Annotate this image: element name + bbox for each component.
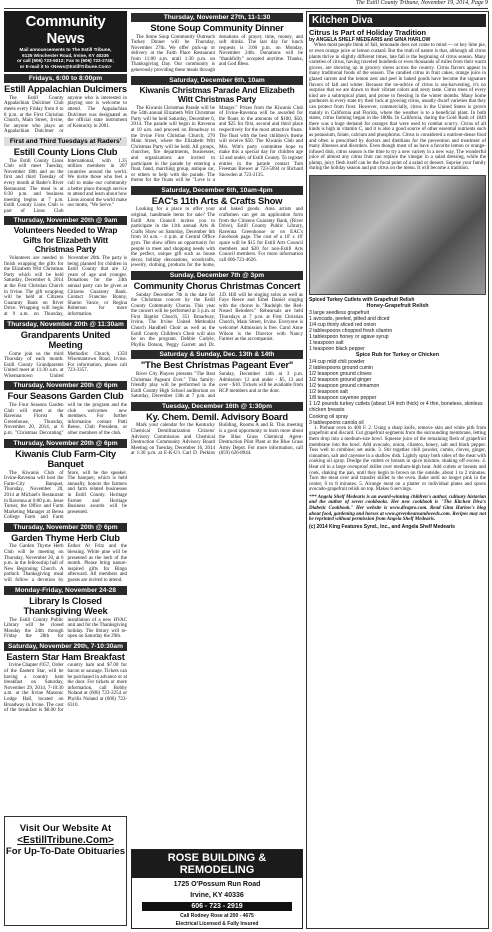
event-text — [4, 403, 127, 437]
event-text — [131, 106, 303, 184]
steps-text: 1. Preheat oven to 400 F. 2. Using a sharp knife, remove skin and white pith from grapefruit and discard. Cut grapefruit segments from the surrounding membrane, letting them drop into a medium-size bowl. Squeeze juice of the remaining flesh of grapefruit membrane into the bowl. Add avocado, onion, cilantro, honey, salt and black pepper. Toss well to combine; set aside. 3. Stir together chili powder, cumin, cloves, ginger, cinnamon, salt and cayenne in a shallow dish. Lightly spray both sides of the meat with cooking oil spray. Dredge the cutlets or breasts in spice mixture, shaking off excess. 4. Heat oil in a large ovenproof skillet over medium-high heat. Add cutlets or breasts and cook, shaking the pan, until they begin to brown on the outside, about 1 to 2 minutes. Turn the meat over and transfer skillet to the oven. Bake until no longer pink in the center, 6 to 8 minutes. 5. Arrange meat on a platter or individual plates and spoon avocado-grapefruit relish on top. Makes 6 servings. — [309, 425, 486, 493]
ingredient: 1/2 teaspoon ground cloves — [309, 370, 372, 377]
event-title: Library Is Closed Thanksgiving Week — [23, 594, 108, 617]
ingredient-list — [309, 359, 486, 426]
event-paragraph: Irvine Chapter #357, Order of the Eastern Star, will be having a country ham breakfast on Saturday, November 29, 2014, 7-10:30 a.m. at the Irvine Masonic Lodge Hall, located on Broadway in Irvine. The cost of the breakfast is $8.00 for country ham and $7.00 for bacon or sausage. Tickets can be purchased in advance or at the door. For tickets or more information, call Bobby Noland at (606) 723-2254 or Phyllis Noland at (606) 723-6310. — [4, 663, 127, 714]
event-text — [4, 159, 127, 215]
masthead-line: 6135 Winchester Road, Irvine, KY 40336 — [22, 52, 109, 58]
event-paragraph: Come join us the third Thursday of each month. Estill County Grandparents United meet at 11:30 a.m. at Wisemantown United Methodist Church, 1350 Wisemantown Road, Irvine. For information, please call 723-3357. — [4, 351, 127, 379]
masthead — [4, 11, 127, 72]
event-paragraph: Mark your calendar for the Kentucky Chemical Demilitarization Citizens' Advisory Commission and Chemical Destruction Community Advisory Board Meeting on Tuesday, December 16, 2014 at 1:30 p.m. at E-K-U's Carl D. Perkins Building, Rooms A and B. This meeting is a good opportunity to learn more about the Blue Grass Chemical Agent-Destruction Pilot Plant at the Blue Grass Army Depot. For more information, call (859) 626-8944. — [131, 423, 303, 457]
recipe-steps — [309, 426, 486, 493]
event-title: "The Best Christmas Pageant Ever" — [140, 359, 294, 371]
ingredient: 1 teaspoon salt — [309, 340, 344, 347]
ingredient: Cooking oil spray — [309, 413, 349, 420]
event-paragraph: The Stone Soup Community Outreach Turkey Dinner will be Thursday, November 27th. We offer pick-up or delivery at the Faith Place Restaurant from 11:00 a.m. until 1:30 p.m. on Thanksgiving Day. Our community is generously providing these meals through donations of prayer, time, money, and soft drinks. The last day for lunch requests is 3:00 p.m. on Monday, November 24th. Donations will be "thankfully" accepted anytime. Thanks, and God Bless. — [131, 34, 303, 74]
date-bar: Thursday, November 27th, 11-1:30 — [131, 13, 303, 22]
masthead-line: or E-mail it to <News@EstillTribune.Com> — [19, 63, 112, 69]
date-bar: Thursday, November 20th @ 9am — [4, 216, 127, 225]
ad-line: For Up-To-Date Obituaries — [5, 846, 126, 857]
ingredient: 1/8 teaspoon cayenne pepper — [309, 395, 377, 402]
date-bar: Monday-Friday, November 24-28 — [4, 586, 127, 595]
event-text — [131, 293, 303, 349]
date-bar: Tuesday, December 16th @ 1:30pm — [131, 402, 303, 411]
date-bar: Saturday & Sunday, Dec. 13th & 14th — [131, 350, 303, 359]
photo-caption: Spiced Turkey Cutlets with Grapefruit Relish — [309, 297, 415, 304]
announcement-list — [4, 74, 127, 713]
event-title: Ky. Chem. Demil. Advisory Board — [146, 410, 288, 422]
date-bar: Thursday, November 20th @ 6pm — [4, 439, 127, 448]
event-title: Estill Appalachian Dulcimers — [4, 83, 127, 95]
date-bar: Thursday, November 20th @ 6pm — [4, 381, 127, 390]
date-bar: Saturday, November 29th, 7-10:30am — [4, 642, 127, 651]
ingredient: 1 teaspoon black pepper — [309, 346, 365, 353]
event-paragraph: The Kiwanis Christmas Parade will be the 54th annual Elizabeth Witt Christmas Party will be held Saturday, December 6, 2014. The parade will begin in Ravenna at 10 a.m. and proceed on Broadway to the Irvine First Christian Church, 270 Main Street, where the Elizabeth Witt Christmas Party will be held. All groups, churches, fire departments, businesses, and organizations are invited to participate in the parade by entering a float, band, marching group, antique car, or others to help with the parade. The theme for the floats will be "Love is a Manger." Prizes from the Kiwanis Club of Irvine-Ravenna will be awarded for the floats in the amounts of $100, $50, and $25 for first, second and third place respectively for the most attractive floats. The float with the best children's theme will receive $50. The Kiwanis Club and Mrs. Witt's party committee hope to make this a special day for children age 12 and under, of Estill County. To register entries in the parade contact Tom Freeman Brewer at 723-5694 or Richard Snowden at 723-2135. — [131, 105, 303, 184]
date-bar: Fridays, 6:00 to 8:00pm — [4, 74, 127, 83]
recipe-photo — [309, 175, 486, 295]
event-paragraph: The Garden Thyme Herb Club will be meeting on Thursday, November 20, at 6 p.m. in the fellowship hall of New Beginning Church. A potluck Thanksgiving meal will follow a devotion by Esther Al Fritz and the blessing. White pine will be presented as the herb of the month. Please bring nature-inspired gifts for Bingo afterward. All members and guests are invited to attend. — [4, 544, 127, 583]
ad-url[interactable]: <EstillTribune.Com> — [17, 834, 114, 846]
event-title: Garden Thyme Herb Club — [11, 531, 120, 543]
column-title: Kitchen Diva — [309, 14, 486, 27]
event-title: EAC's 11th Arts & Crafts Show — [151, 194, 283, 206]
ingredient: 1/4 cup mild chili powder — [309, 358, 365, 365]
article-body — [309, 43, 486, 172]
date-bar: Saturday, December 6th, 10am-4pm — [131, 186, 303, 195]
event-paragraph: Volunteers are needed to finish wrapping the gifts for the Elizabeth Witt Christmas Party which will be held Saturday, December 6, 2014 at the First Christian Church in Irvine. The gift wrapping will be held at Citizens Guaranty Bank on River Drive. Wrapping will begin at 9 a.m. on Thursday, November 20th. The party is being planned for children in Estill County that are 12 years of age and younger. Donations for the 24th annual party can be given at Citizens Guaranty Bank. Contact Francine Bonny, Sharon Vance, or Regina Roberson for more information. — [4, 255, 127, 317]
date-bar: Thursday, November 20th @ 11:30am — [4, 320, 127, 329]
event-title: Volunteers Needed to Wrap Gifts for Elizabeth Witt Christmas Party — [13, 225, 118, 255]
event-paragraph: The Kiwanis Club of Irvine-Ravenna will host the Farm-City Banquet, Thursday, November 20, 2014 at Michael's Restaurant in Ravenna at 6:00 p.m. Jesse Turner, the Office and Farm Marketing Manager at Berea College Farm and Farm Store, will be the speaker. The banquet, which is held annually, honors the farmers and farm related businesses in Estill County. Heritage Farmer and Heritage Business awards will be presented. — [4, 470, 127, 521]
event-title: Kiwanis Christmas Parade And Elizabeth Witt Christmas Party — [139, 84, 295, 105]
event-title: Stone Soup Community Dinner — [150, 22, 284, 33]
copyright: (c) 2014 King Features Synd., Inc., and Angela Shelf Medearis — [309, 523, 455, 530]
ad-line: Visit Our Website At — [19, 823, 112, 834]
event-text — [4, 663, 127, 713]
date-bar: First and Third Tuesdays at Raders' — [4, 137, 127, 146]
event-title: Kiwanis Club Farm-City Banquet — [15, 447, 116, 470]
event-paragraph: The Four Seasons Garden Club will meet at the Ravenna Florist & Greenhouse, Thursday, November 20, 2014, at 6 p.m. "Christmas Decorating" will be the program and the club welcomes new members. For further information contact Patti Reese, Club President, or other members of the club. — [4, 402, 127, 436]
event-paragraph: The Estill County Lions Club will meet Tuesday, November 18th and on the first and third Tuesday of every month at Rader's River Restaurant. The meal is at 6:30 p.m. and business meeting begins at 7 p.m. Estill County Lions Club is part of Lions Club International, with 1.35 million members in 207 countries around the world. We invite those who feel a call to make our community a better place through service to attend and learn about how Lions around the world make our motto, "We Serve." — [4, 158, 127, 214]
masthead-title: Community News — [25, 13, 106, 47]
event-paragraph: River City Players presents "The Best Christmas Pageant Ever." This family-friendly play will be performed in the Estill County High School auditorium on Saturday, December 13th at 7 p.m. and Sunday, December 14th at 3 p.m. Admission: 12 and under - $5, 13 and over - $10. Tickets will be available from RCP members and at the door. — [131, 371, 303, 400]
event-title: Estill County Lions Club — [13, 146, 118, 158]
event-paragraph: The Estill County Appalachian Dulcimer Club meets every Friday from 6 to 8 p.m. at the First Christian Church, Main Street, Irvine, for anyone who plays an Appalachian Dulcimer or anyone who is interested in playing one is welcome to attend. The Appalachian Dulcimer was designated as the official state instrument of Kentucky in 2001. — [4, 95, 127, 135]
rose-building-ad — [131, 849, 303, 929]
date-bar: Thursday, November 20th @ 6pm — [4, 523, 127, 532]
masthead-line: Mail announcements to The Estill Tribune, — [19, 47, 112, 52]
ad-city: Irvine, KY 40336 — [190, 892, 244, 899]
event-title: Eastern Star Ham Breakfast — [6, 650, 125, 662]
page-header: The Estill County Tribune, November 19, 2014, Page 9 — [4, 0, 488, 9]
ad-title: ROSE BUILDING & REMODELING — [132, 850, 302, 878]
event-text — [4, 471, 127, 521]
ingredient: 1 tablespoon honey or agave syrup — [309, 333, 389, 340]
ad-cell: Call Rodney Rose at 200 - 4675 — [180, 913, 254, 919]
ingredient: 1/2 teaspoon salt — [309, 389, 348, 396]
event-text — [4, 256, 127, 318]
recipe-title: Honey-Grapefruit Relish — [366, 303, 429, 310]
author-note: *** Angela Shelf Medearis is an award-winning children's author, culinary historian and the author of seven cookbooks. Her new cookbook is "The Kitchen Diva's Diabetic Cookbook." Her website is www.divapro.com. Read Gina Harlow's blog about food, gardening and horses at www.greenbeansandweeds.com. Recipes may not be reprinted without permission from Angela Shelf Medearis. — [309, 494, 486, 523]
ad-footer: Electrical Licensed & Fully Insured — [175, 921, 259, 927]
column-1 — [4, 11, 127, 929]
date-bar: Sunday, December 7th @ 3pm — [131, 271, 303, 280]
article-text: When most people think of fall, lemonade does not come to mind — or key lime pie, or even orange juice or lemon custard. But the truth of nature is that, although all citrus plants thrive in slightly different times, late fall is the beginning of citrus season. Many varieties of citrus, having traveled hundreds or even thousands of miles from their warm groves, are showing up in grocery stores across the country. Citrus flavors appear in many traditional foods of the season. The candied citrus in fruit cakes, orange juice in glazed carrots and the lemon zest and peel in baked goods have become the signature flavors of fall and winter. Because the no-advice of citrus is sea-harvesting, it's no surprise that we are drawn to their vibrant colors and zesty taste. Citrus trees of every kind are a subtropical plant, and prone to freezing in the winter months. Many home gardeners in every state try their luck at growing citrus, usually dwarf varieties that they can protect from frost. However, commercially, citrus in the United States is grown mainly in California and Florida, where the weather is to a beneficial plant. In both states, citrus farming began in the 1800s. In California, during the Gold Rush of 1849 there was a huge demand for oranges that were used to combat scurvy. Citrus of all kinds is high in vitamin C, and it is also a good source of other essential nutrients such as potassium, folate, calcium and phosphorus. Citrus is considered a nutrient-dense food and often is prescribed by doctors and dietitians for the prevention and treatment of many illnesses and disorders. Even though most of us have a favorite lemon or orange-infused dish, citrus season is the time to try a new variety in a new way. The wonderful juice of almost any citrus fruit can replace the vinegar in a salad dressing, while the plump, juicy flesh itself can be the focal point of a salad or dessert. Suprise your family during the holiday season and put citrus on the menu. It will become a tradition. — [309, 43, 486, 172]
ingredient-list — [309, 310, 486, 353]
event-text — [4, 544, 127, 583]
event-text — [131, 207, 303, 269]
article-headline: Citrus Is Part of Holiday Tradition — [309, 28, 427, 37]
column-2 — [131, 11, 303, 929]
ingredient: 1 1/2 pounds turkey cutlets (about 1/4 inch thick) or 4 thin, boneless, skinless chicken breasts — [309, 401, 483, 414]
ad-phone: 606 - 723 - 2919 — [142, 902, 292, 911]
event-paragraph: The Estill County Public Library will be closed Monday the 24th through Friday the 28th for installation of a new HVAC unit and for the Thanksgiving holiday. The library will re-open on Saturday the 29th. — [4, 617, 127, 640]
event-title: Grandparents United Meeting — [20, 328, 111, 350]
ingredient: 2 tablespoons ground cumin — [309, 364, 373, 371]
event-text — [131, 35, 303, 74]
ingredient: 2 tablespoons chopped fresh cilantro — [309, 327, 393, 334]
article-byline: by ANGELA SHELF MEDEARIS and GINA HARLOW — [309, 37, 431, 44]
ad-address: 1725 O'Possum Run Road — [173, 881, 261, 888]
event-title: Four Seasons Garden Club — [7, 390, 124, 402]
event-text — [4, 618, 127, 640]
date-bar: Saturday, December 6th, 10am — [131, 76, 303, 85]
ingredient: 1/4 cup thinly sliced red onion — [309, 321, 377, 328]
event-title: Community Chorus Christmas Concert — [133, 280, 301, 291]
ingredient: 3 tablespoons canola oil — [309, 419, 364, 426]
recipe-subtitle: Spice Rub for Turkey or Chicken — [355, 352, 440, 359]
event-text — [131, 423, 303, 457]
ingredient: 1/2 teaspoon ground ginger — [309, 377, 372, 383]
event-text — [131, 372, 303, 400]
ingredient: 1/2 teaspoon ground cinnamon — [309, 383, 380, 390]
ingredient: 1 avocado, peeled, pitted and diced — [309, 315, 390, 322]
event-paragraph: Looking for a place to offer your original, handmade items for sale? The Estill Arts Council invites you to participate in the 11th annual Arts & Crafts Show on Saturday, December 6th from 10 a.m. - 4 p.m. at Central Office gym. The show offers an opportunity for people to meet and shopping needs with the perfect, unique gift such as house decor, holiday decorations, woodcrafts, jewelry, clothing, products for the home, and baked goods. Area artists and craftsmen can get an application form from the Citizens Guaranty Bank, (River Drive), Estill County Public Library, Ravenna Greenhouse or on EAC's Facebook page. The cost of a 10' x 10' space will be $15 for Estill Arts Council members and $20 for non-Estill Arts Council members. For more information call 606-723-4626. — [131, 207, 303, 269]
announcement-list — [131, 13, 303, 457]
website-ad[interactable] — [4, 816, 127, 926]
event-text — [4, 352, 127, 380]
event-text — [4, 96, 127, 135]
event-paragraph: Sunday December 7th is the date for the Christmas concert by the Estill County Community Chorus. This year the concert will be performed at 3 p.m. at First Baptist Church, 351 Broadway, Irvine. The Irvine United Methodist Church Handbell Choir as well as the Estill County Children's Choir will also be on the program. Debbie Cudyle, Phyllis Dotson, Peggy Garrett and Dr. J.D. Hill will be singing solos as well as Faye Reece and Ethel Daniel singing with the chorus in "Rudolph the Red-Nosed Reindeer." Rehearsals are held Thursdays at 7 p.m. at First Christian Church, Main Street, Irvine. Everyone is welcome! Admission is free. Carol Anne Wilson is the Director with Nancy Farmer as the accompanist. — [131, 292, 303, 348]
masthead-line: or call (606) 723-5012; Fax to (606) 723-2745; — [17, 58, 114, 64]
kitchen-diva-column — [306, 11, 489, 929]
ingredient: 3 large seedless grapefruit — [309, 309, 370, 316]
